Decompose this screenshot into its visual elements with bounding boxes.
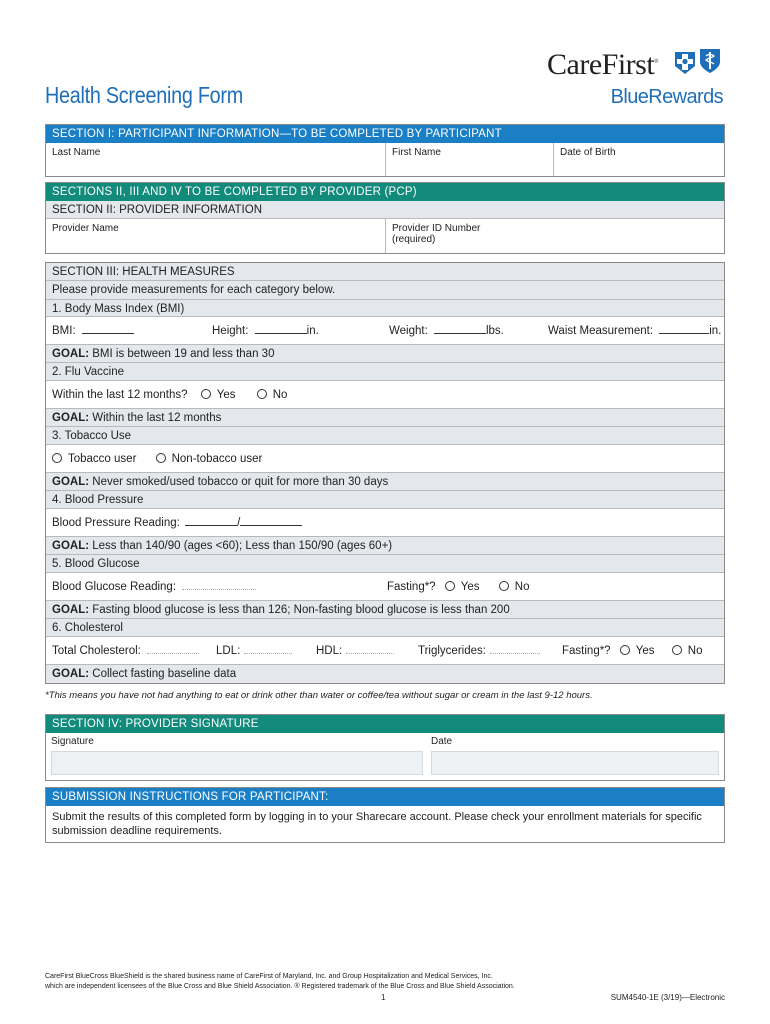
ldl-label: LDL: xyxy=(216,645,241,657)
section-submission-instructions xyxy=(45,787,725,843)
weight-input[interactable] xyxy=(434,322,486,334)
weight-unit: lbs. xyxy=(485,325,504,337)
form-code: SUM4540-1E (3/19)—Electronic xyxy=(610,993,725,1002)
section-participant-info xyxy=(45,124,725,177)
date-field[interactable] xyxy=(431,751,719,775)
bmi-heading: 1. Body Mass Index (BMI) xyxy=(46,299,724,317)
glucose-yes-label: Yes xyxy=(460,581,480,593)
hdl-label: HDL: xyxy=(316,645,343,657)
chol-heading: 6. Cholesterol xyxy=(46,619,724,637)
blue-cross-icon xyxy=(675,50,695,74)
tobacco-user-label: Tobacco user xyxy=(68,453,137,465)
section3-intro: Please provide measurements for each category below. xyxy=(46,281,724,299)
flu-no-radio[interactable] xyxy=(257,389,267,399)
provider-name-field[interactable]: Provider Name xyxy=(46,219,386,253)
glucose-label: Blood Glucose Reading: xyxy=(52,581,177,593)
section3-title: SECTION III: HEALTH MEASURES xyxy=(46,263,724,281)
trig-input[interactable] xyxy=(490,642,540,654)
date-of-birth-field[interactable]: Date of Birth xyxy=(560,147,616,158)
height-unit: in. xyxy=(306,325,319,337)
footer-line-1: CareFirst BlueCross BlueShield is the shared business name of CareFirst of Maryland, Inc. and Group Hospitalization and Medical Services, Inc. xyxy=(45,973,493,980)
bp-separator: / xyxy=(237,517,241,529)
waist-input[interactable] xyxy=(659,322,709,334)
flu-yes-label: Yes xyxy=(216,389,236,401)
provider-id-label: Provider ID Number xyxy=(392,223,481,234)
bp-row xyxy=(46,509,724,537)
bmi-goal: GOAL: BMI is between 19 and less than 30 xyxy=(46,345,724,363)
signature-label: Signature xyxy=(51,736,94,747)
bp-goal: GOAL: Less than 140/90 (ages <60); Less than 150/90 (ages 60+) xyxy=(46,537,724,555)
waist-label: Waist Measurement: xyxy=(548,325,654,337)
chol-fasting-yes-radio[interactable] xyxy=(620,645,630,655)
tobacco-goal: GOAL: Never smoked/used tobacco or quit for more than 30 days xyxy=(46,473,724,491)
first-name-field[interactable]: First Name xyxy=(386,143,554,176)
ldl-input[interactable] xyxy=(244,642,292,654)
bmi-label: BMI: xyxy=(52,325,76,337)
bp-systolic-input[interactable] xyxy=(185,514,237,526)
waist-unit: in. xyxy=(709,325,722,337)
chol-fasting-no-radio[interactable] xyxy=(672,645,682,655)
tobacco-heading: 3. Tobacco Use xyxy=(46,427,724,445)
section4-title: SECTION IV: PROVIDER SIGNATURE xyxy=(46,715,724,733)
brand-sub: BlueRewards xyxy=(610,86,723,108)
glucose-input[interactable] xyxy=(182,578,256,590)
chol-yes-label: Yes xyxy=(635,645,655,657)
flu-yes-radio[interactable] xyxy=(201,389,211,399)
page-number: 1 xyxy=(381,993,386,1002)
tobacco-row xyxy=(46,445,724,473)
bmi-row xyxy=(46,317,724,345)
section-health-measures xyxy=(45,262,725,684)
glucose-fasting-no-radio[interactable] xyxy=(499,581,509,591)
glucose-goal: GOAL: Fasting blood glucose is less than 126; Non-fasting blood glucose is less than 200 xyxy=(46,601,724,619)
height-input[interactable] xyxy=(255,322,307,334)
chol-no-label: No xyxy=(687,645,703,657)
bp-label: Blood Pressure Reading: xyxy=(52,517,180,529)
date-label: Date xyxy=(431,736,453,747)
bp-diastolic-input[interactable] xyxy=(240,514,302,526)
non-tobacco-user-label: Non-tobacco user xyxy=(171,453,263,465)
form-title: Health Screening Form xyxy=(45,82,243,108)
section2-title: SECTION II: PROVIDER INFORMATION xyxy=(46,201,724,219)
chol-row xyxy=(46,637,724,665)
total-chol-input[interactable] xyxy=(147,642,199,654)
non-tobacco-user-radio[interactable] xyxy=(156,453,166,463)
glucose-no-label: No xyxy=(514,581,530,593)
section-provider-info xyxy=(45,182,725,254)
last-name-field[interactable]: Last Name xyxy=(46,143,386,176)
provider-id-field[interactable] xyxy=(386,219,724,253)
hdl-input[interactable] xyxy=(346,642,394,654)
brand-logo xyxy=(547,46,725,108)
height-label: Height: xyxy=(212,325,249,337)
flu-goal: GOAL: Within the last 12 months xyxy=(46,409,724,427)
trig-label: Triglycerides: xyxy=(418,645,486,657)
brand-name: CareFirst® xyxy=(547,48,659,81)
submission-title: SUBMISSION INSTRUCTIONS FOR PARTICIPANT: xyxy=(46,788,724,806)
submission-text: Submit the results of this completed form by logging in to your Sharecare account. Please check your enrollment materials for specific submission deadline requirements. xyxy=(52,811,702,837)
glucose-row xyxy=(46,573,724,601)
footer-line-2: which are independent licensees of the Blue Cross and Blue Shield Association. ® Registered trademark of the Blue Cross and Blue Shield Association. xyxy=(45,983,515,990)
section-provider-signature xyxy=(45,714,725,781)
blue-shield-icon xyxy=(699,48,721,74)
flu-question: Within the last 12 months? xyxy=(52,389,188,401)
flu-no-label: No xyxy=(272,389,288,401)
fasting-footnote: *This means you have not had anything to eat or drink other than water or coffee/tea without sugar or cream in the last 9-12 hours. xyxy=(45,690,593,701)
provider-sections-banner: SECTIONS II, III AND IV TO BE COMPLETED BY PROVIDER (PCP) xyxy=(46,183,724,201)
bp-heading: 4. Blood Pressure xyxy=(46,491,724,509)
total-chol-label: Total Cholesterol: xyxy=(52,645,141,657)
page-header xyxy=(45,40,725,110)
glucose-heading: 5. Blood Glucose xyxy=(46,555,724,573)
glucose-fasting-label: Fasting*? xyxy=(387,581,436,593)
glucose-fasting-yes-radio[interactable] xyxy=(445,581,455,591)
chol-goal: GOAL: Collect fasting baseline data xyxy=(46,665,724,683)
legal-footer xyxy=(45,972,725,992)
bmi-input[interactable] xyxy=(82,322,134,334)
chol-fasting-label: Fasting*? xyxy=(562,645,611,657)
weight-label: Weight: xyxy=(389,325,428,337)
provider-id-note: (required) xyxy=(392,234,436,245)
flu-row xyxy=(46,381,724,409)
signature-field[interactable] xyxy=(51,751,423,775)
flu-heading: 2. Flu Vaccine xyxy=(46,363,724,381)
section1-title: SECTION I: PARTICIPANT INFORMATION—TO BE COMPLETED BY PARTICIPANT xyxy=(46,125,724,143)
tobacco-user-radio[interactable] xyxy=(52,453,62,463)
